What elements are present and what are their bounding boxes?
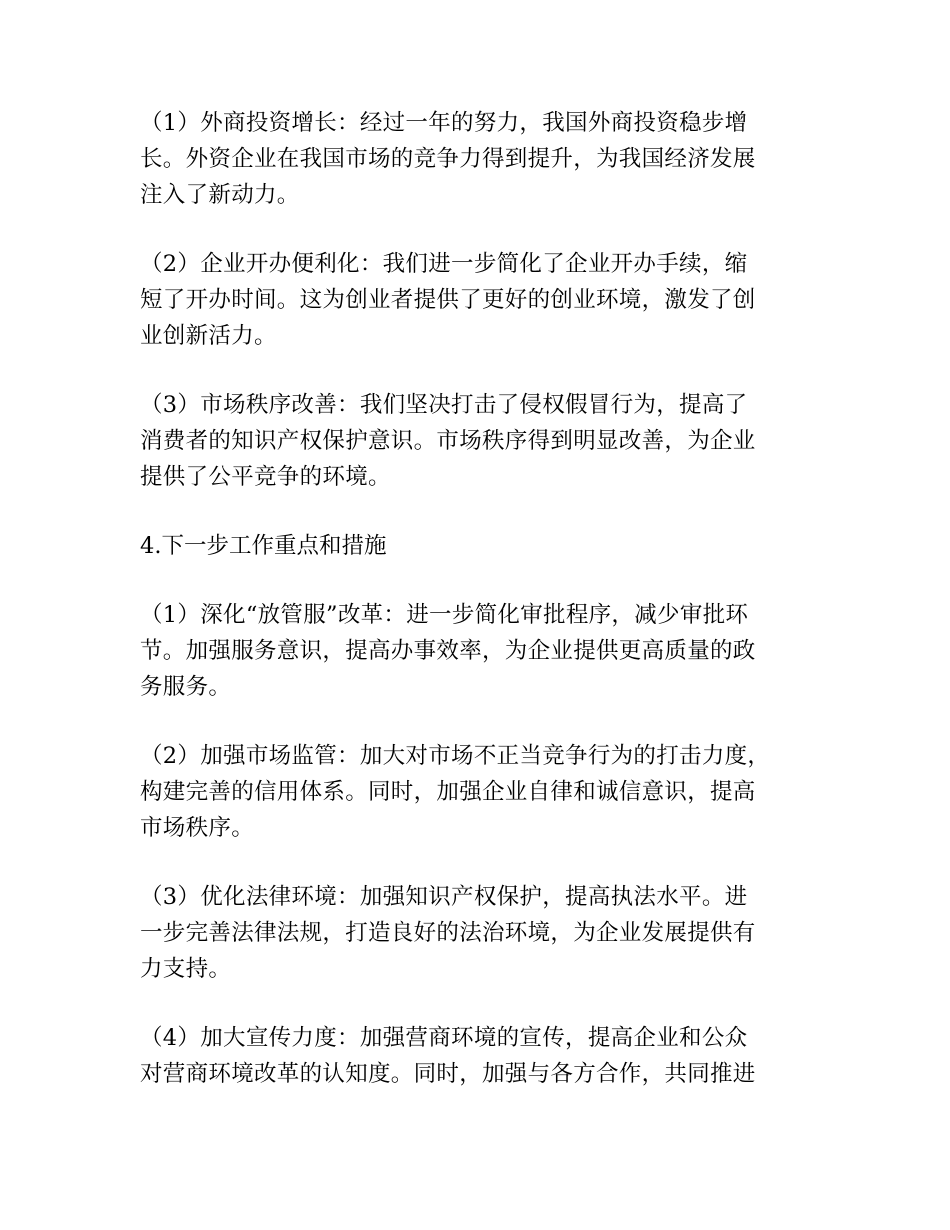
text-line: （1）外商投资增长：经过一年的努力，我国外商投资稳步增: [140, 110, 748, 136]
paragraph-business-startup: [140, 246, 830, 354]
text-line: （1）深化“放管服”改革：进一步简化审批程序，减少审批环: [140, 602, 749, 628]
text-line: 对营商环境改革的认知度。同时，加强与各方合作，共同推进: [140, 1061, 756, 1087]
text-line: 一步完善法律法规，打造良好的法治环境，为企业发展提供有: [140, 920, 756, 946]
text-line: 长。外资企业在我国市场的竞争力得到提升，为我国经济发展: [140, 146, 756, 172]
text-line: 业创新活力。: [140, 323, 277, 349]
text-line: （3）市场秩序改善：我们坚决打击了侵权假冒行为，提高了: [140, 392, 748, 418]
text-line: （4）加大宣传力度：加强营商环境的宣传，提高企业和公众: [140, 1025, 748, 1051]
text-line: 短了开办时间。这为创业者提供了更好的创业环境，激发了创: [140, 287, 756, 313]
text-line: 消费者的知识产权保护意识。市场秩序得到明显改善，为企业: [140, 428, 756, 454]
text-line: （3）优化法律环境：加强知识产权保护，提高执法水平。进: [140, 884, 748, 910]
text-line: 节。加强服务意识，提高办事效率，为企业提供更高质量的政: [140, 638, 756, 664]
section-heading: 4.下一步工作重点和措施: [140, 533, 387, 559]
paragraph-market-order: [140, 387, 830, 495]
text-line: 市场秩序。: [140, 815, 255, 841]
paragraph-foreign-investment: [140, 105, 830, 213]
paragraph-publicity: [140, 1020, 830, 1092]
text-line: 力支持。: [140, 956, 232, 982]
paragraph-market-supervision: [140, 738, 830, 846]
text-line: 务服务。: [140, 674, 232, 700]
paragraph-reform: [140, 597, 830, 705]
text-line: 注入了新动力。: [140, 182, 300, 208]
text-line: 构建完善的信用体系。同时，加强企业自律和诚信意识，提高: [140, 779, 756, 805]
text-line: 提供了公平竞争的环境。: [140, 464, 391, 490]
text-line: （2）企业开办便利化：我们进一步简化了企业开办手续，缩: [140, 251, 748, 277]
text-line: （2）加强市场监管：加大对市场不正当竞争行为的打击力度，: [140, 743, 771, 769]
paragraph-legal-environment: [140, 879, 830, 987]
document-body: [140, 105, 830, 1125]
